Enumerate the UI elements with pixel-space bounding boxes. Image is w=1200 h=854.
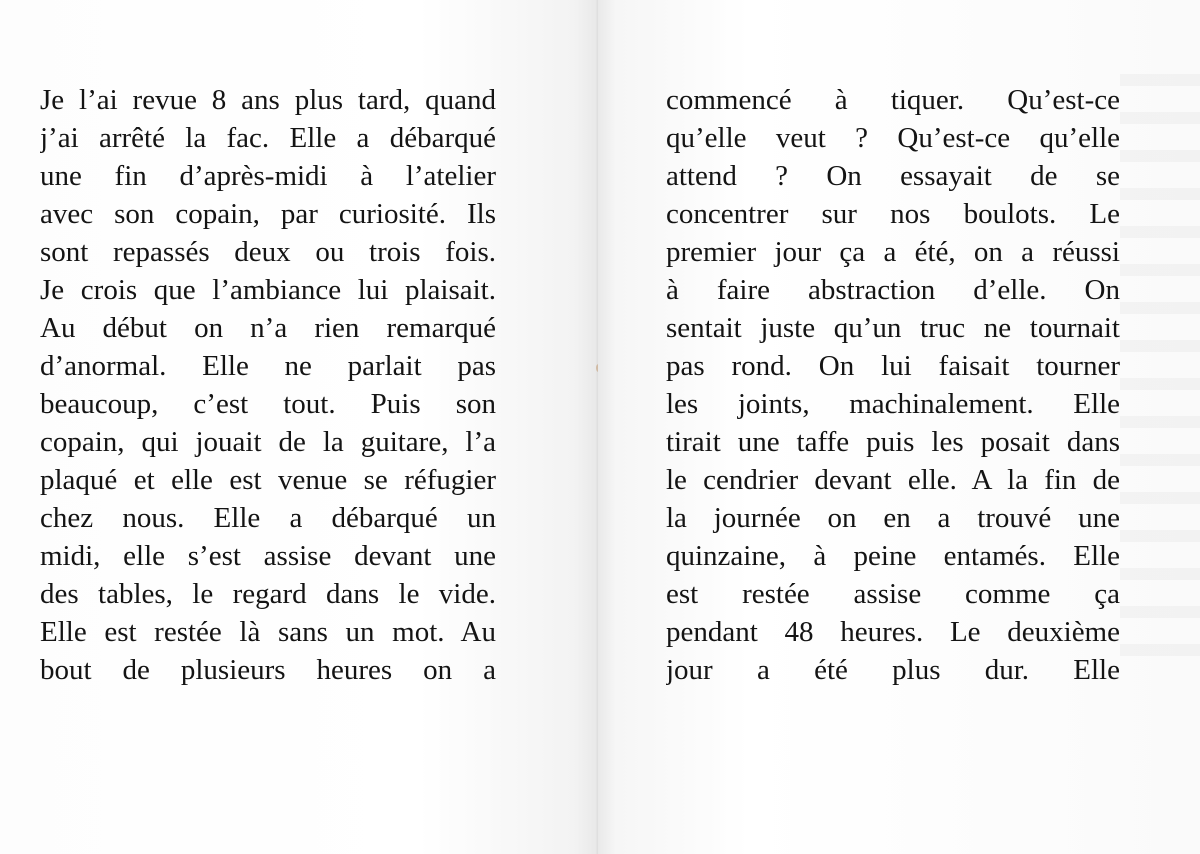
text-line: beaucoup, c’est tout. Puis son — [40, 388, 496, 420]
text-line: Je crois que l’ambiance lui plaisait. — [40, 274, 496, 306]
text-line: d’anormal. Elle ne parlait pas — [40, 350, 496, 382]
text-line: jour a été plus dur. Elle — [666, 654, 1120, 686]
text-line: est restée assise comme ça — [666, 578, 1120, 610]
text-line: sont repassés deux ou trois fois. — [40, 236, 496, 268]
text-line: des tables, le regard dans le vide. — [40, 578, 496, 610]
text-line: une fin d’après-midi à l’atelier — [40, 160, 496, 192]
left-page-text — [40, 81, 496, 689]
text-line: pendant 48 heures. Le deuxième — [666, 616, 1120, 648]
text-line: les joints, machinalement. Elle — [666, 388, 1120, 420]
text-line: la journée on en a trouvé une — [666, 502, 1120, 534]
text-line: avec son copain, par curiosité. Ils — [40, 198, 496, 230]
text-line: Elle est restée là sans un mot. Au — [40, 616, 496, 648]
text-line: midi, elle s’est assise devant une — [40, 540, 496, 572]
text-line: commencé à tiquer. Qu’est-ce — [666, 84, 1120, 116]
text-line: le cendrier devant elle. A la fin de — [666, 464, 1120, 496]
text-line: à faire abstraction d’elle. On — [666, 274, 1120, 306]
text-line: attend ? On essayait de se — [666, 160, 1120, 192]
text-line: pas rond. On lui faisait tourner — [666, 350, 1120, 382]
text-line: j’ai arrêté la fac. Elle a débarqué — [40, 122, 496, 154]
text-line: sentait juste qu’un truc ne tournait — [666, 312, 1120, 344]
text-line: qu’elle veut ? Qu’est-ce qu’elle — [666, 122, 1120, 154]
text-line: tirait une taffe puis les posait dans — [666, 426, 1120, 458]
text-line: chez nous. Elle a débarqué un — [40, 502, 496, 534]
text-line: bout de plusieurs heures on a — [40, 654, 496, 686]
text-line: quinzaine, à peine entamés. Elle — [666, 540, 1120, 572]
text-line: plaqué et elle est venue se réfugier — [40, 464, 496, 496]
left-page — [0, 0, 598, 854]
show-through-texture — [1120, 60, 1200, 680]
text-line: Au début on n’a rien remarqué — [40, 312, 496, 344]
text-line: copain, qui jouait de la guitare, l’a — [40, 426, 496, 458]
text-line: concentrer sur nos boulots. Le — [666, 198, 1120, 230]
text-line: premier jour ça a été, on a réussi — [666, 236, 1120, 268]
text-line: Je l’ai revue 8 ans plus tard, quand — [40, 84, 496, 116]
right-page — [598, 0, 1200, 854]
right-page-text — [666, 81, 1120, 689]
